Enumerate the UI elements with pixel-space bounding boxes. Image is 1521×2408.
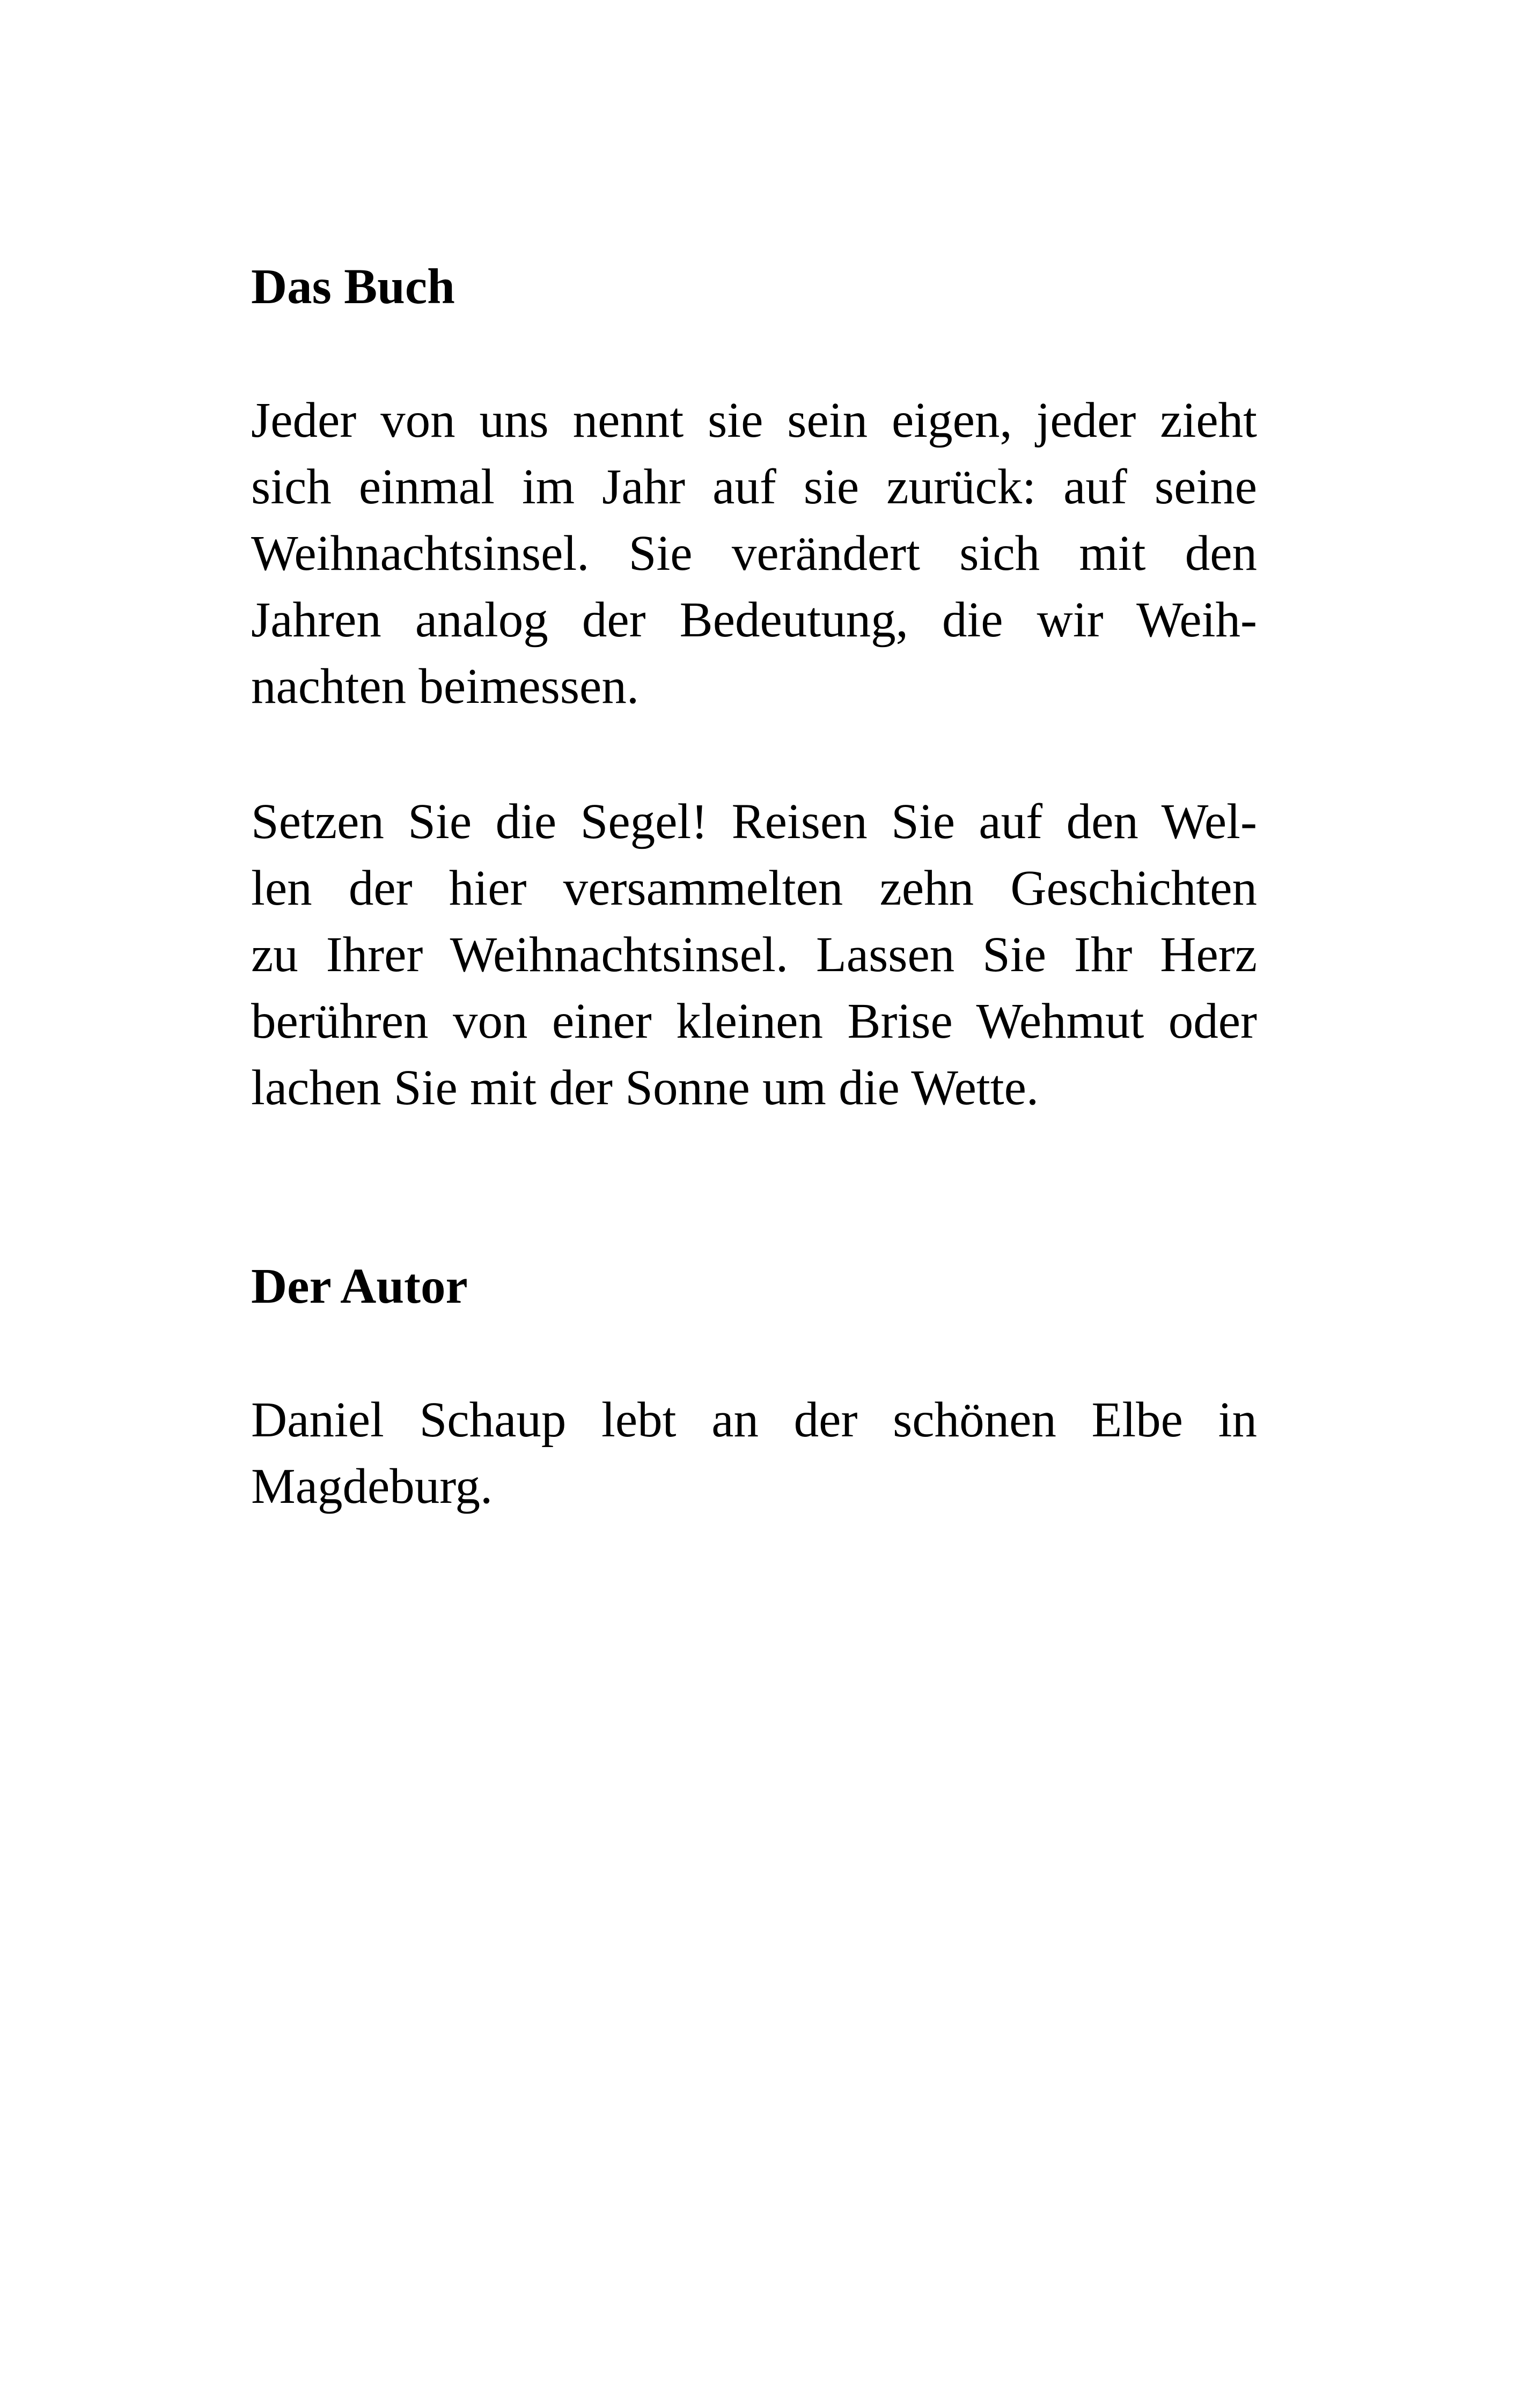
book-description-paragraph-1	[251, 387, 1257, 720]
text-line: sich einmal im Jahr auf sie zurück: auf seine	[251, 459, 1257, 515]
book-description-paragraph-2	[251, 789, 1257, 1121]
text-line: Jeder von uns nennt sie sein eigen, jeder zieht	[251, 393, 1257, 448]
author-section-heading: Der Autor	[251, 1259, 468, 1314]
text-line: lachen Sie mit der Sonne um die Wette.	[251, 1060, 1039, 1115]
text-line: Setzen Sie die Segel! Reisen Sie auf den Wel-	[251, 794, 1257, 849]
text-line: Daniel Schaup lebt an der schönen Elbe in	[251, 1392, 1257, 1448]
author-description-paragraph	[251, 1387, 1257, 1520]
book-section-heading: Das Buch	[251, 259, 455, 314]
text-line: len der hier versammelten zehn Geschichten	[251, 861, 1257, 916]
text-line: Weihnachtsinsel. Sie verändert sich mit den	[251, 526, 1257, 581]
text-line: Jahren analog der Bedeutung, die wir Weih-	[251, 592, 1257, 648]
text-line: zu Ihrer Weihnachtsinsel. Lassen Sie Ihr Herz	[251, 927, 1257, 982]
text-line: Magdeburg.	[251, 1459, 493, 1514]
text-line: nachten beimessen.	[251, 659, 640, 714]
text-line: berühren von einer kleinen Brise Wehmut oder	[251, 994, 1257, 1049]
